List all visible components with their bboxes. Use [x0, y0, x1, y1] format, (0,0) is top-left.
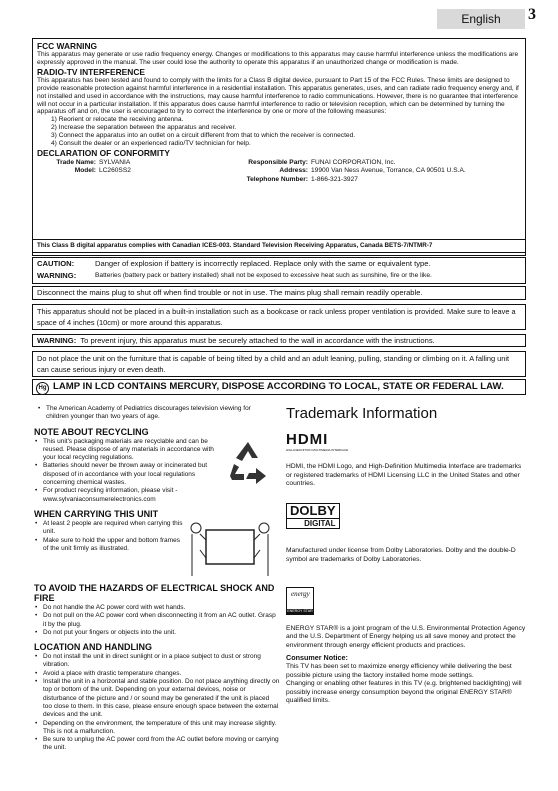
battery-warning-text: Batteries (battery pack or battery installed) shall not be exposed to excessive heat such as sunshine, fire or the like.	[95, 272, 432, 279]
resp-party: FUNAI CORPORATION, Inc.	[311, 158, 396, 166]
resp-label: Responsible Party:	[248, 158, 308, 166]
left-column	[34, 405, 280, 753]
doc-grid	[37, 159, 521, 185]
recycling-title: NOTE ABOUT RECYCLING	[34, 426, 149, 437]
dolby-logo-text: DOLBY	[290, 502, 336, 518]
right-column	[286, 405, 526, 706]
address: 19900 Van Ness Avenue, Torrance, CA 90501 U.S.A.	[311, 167, 466, 175]
list-item: • Make sure to hold the upper and bottom frames of the unit firmly as illustrated.	[34, 537, 184, 554]
mercury-icon: Hg	[36, 382, 49, 395]
list-item: • Depending on the environment, the temperature of this unit may increase slightly. This is not a malfunction.	[34, 720, 280, 737]
radio-text: This apparatus has been tested and found to comply with the limits for a Class B digital device, pursuant to Part 15 of the FCC Rules. These limits are designed to provide reasonable protection against harmful interference in a residential installation. This apparatus generates, uses, and can radiate radio frequency energy and, if not installed and used in accordance with the instructions, may cause harmful interference to radio communications. However, there is no guarantee that interference will not occur in a particular installation. If this apparatus does cause harmful interference to radio or television reception, which can be determined by turning the apparatus off and on, the user is encouraged to try to correct the interference by one or more of the following measures:	[37, 76, 519, 116]
trade-name: SYLVANIA	[99, 158, 131, 166]
list-item: • At least 2 people are required when carrying this unit.	[34, 520, 184, 537]
address-label: Address:	[279, 167, 308, 175]
list-item: • Batteries should never be thrown away or incinerated but disposed of in accordance with your local regulations concerning chemical wastes.	[34, 462, 222, 487]
canada-box: This Class B digital apparatus complies with Canadian ICES-003. Standard Television Receiving Apparatus, Canada BETS-7/NTMR-7	[32, 239, 526, 253]
wall-warning-box	[32, 334, 526, 347]
phone: 1-866-321-3927	[311, 175, 358, 183]
list-item: • Do not put your fingers or objects into the unit.	[34, 629, 280, 637]
dolby-text: Manufactured under license from Dolby Laboratories. Dolby and the double-D symbol are trademarks of Dolby Laboratories.	[286, 547, 516, 563]
caution-box	[32, 257, 526, 284]
list-item: • Be sure to unplug the AC power cord from the AC outlet before moving or carrying the unit.	[34, 736, 280, 753]
tilt-box: Do not place the unit on the furniture that is capable of being tilted by a child and an adult leaning, pulling, standing or climbing on it. A falling unit can cause serious injury or even death.	[32, 351, 526, 377]
hdmi-logo-subtitle: HIGH-DEFINITION MULTIMEDIA INTERFACE	[286, 448, 349, 452]
phone-label: Telephone Number:	[246, 175, 308, 183]
wall-warning-label: WARNING:	[37, 336, 77, 345]
model-label: Model:	[74, 167, 96, 175]
page-number: 3	[528, 6, 536, 23]
hazard-title: TO AVOID THE HAZARDS OF ELECTRICAL SHOCK AND FIRE	[34, 582, 275, 603]
caution-text: Danger of explosion if battery is incorrectly replaced. Replace only with the same or equivalent type.	[95, 259, 431, 268]
carry-title: WHEN CARRYING THIS UNIT	[34, 508, 159, 519]
fcc-warning-text: This apparatus may generate or use radio frequency energy. Changes or modifications to this apparatus may cause harmful interference unless the modifications are expressly approved in the manual. The user could lose the authority to operate this apparatus if an unauthorized change or modification is made.	[37, 51, 519, 66]
dolby-logo-sub: DIGITAL	[287, 518, 339, 528]
consumer-notice-text-1: This TV has been set to maximize energy efficiency while delivering the best possible picture using the factory installed home mode settings.	[286, 662, 512, 679]
list-item: • Do not pull on the AC power cord when disconnecting it from an AC outlet. Grasp it by the plug.	[34, 612, 280, 629]
ventilation-box: This apparatus should not be placed in a built-in installation such as a bookcase or rack unless proper ventilation is provided. Make sure to leave a space of 4 inches (10cm) or more around this apparatus.	[32, 304, 526, 330]
list-item: • Install the unit in a horizontal and stable position. Do not place anything directly on top or bottom of the unit. Depending on your external devices, noise or disturbance of the picture and / or sound may be generated if the unit is placed too close to them. In this case, please ensure enough space between the external devices and the unit.	[34, 678, 280, 719]
list-item: • For product recycling information, please visit - www.sylvaniaconsumerelectronics.com	[34, 487, 222, 504]
fcc-box	[32, 38, 526, 256]
dolby-logo-icon	[286, 503, 340, 529]
measure-item: 2) Increase the separation between the apparatus and receiver.	[51, 124, 237, 132]
measures-list	[51, 116, 521, 148]
consumer-notice-title: Consumer Notice:	[286, 653, 348, 663]
wall-warning-text: To prevent injury, this apparatus must be securely attached to the wall in accordance with the instructions.	[80, 336, 435, 345]
list-item: • This unit's packaging materials are recyclable and can be reused. Please dispose of any materials in accordance with your local recycling regulations.	[34, 438, 222, 463]
language-tab: English	[437, 9, 525, 29]
doc-title: DECLARATION OF CONFORMITY	[37, 147, 170, 158]
energy-star-logo-icon: energy ENERGY STAR	[286, 587, 314, 615]
fcc-warning-title: FCC WARNING	[37, 41, 98, 51]
energy-star-text: ENERGY STAR® is a joint program of the U.S. Environmental Protection Agency and the U.S. Department of Energy helping us all save money and protect the environment through energy efficient products and practices.	[286, 624, 526, 649]
consumer-notice-text-2: Changing or enabling other features in this TV (e.g. brightened backlighting) will possibly increase energy consumption beyond the original ENERGY STAR® qualified limits.	[286, 680, 522, 705]
mercury-text: LAMP IN LCD CONTAINS MERCURY, DISPOSE ACCORDING TO LOCAL, STATE OR FEDERAL LAW.	[53, 381, 504, 392]
location-title: LOCATION AND HANDLING	[34, 642, 152, 653]
battery-warning-label: WARNING:	[37, 271, 77, 280]
trade-name-label: Trade Name:	[56, 158, 96, 166]
disconnect-box: Disconnect the mains plug to shut off when find trouble or not in use. The mains plug shall remain readily operable.	[32, 286, 526, 300]
aap-note: • The American Academy of Pediatrics discourages television viewing for children younger than two years of age.	[37, 405, 256, 422]
list-item: • Do not handle the AC power cord with wet hands.	[34, 604, 280, 612]
measure-item: 4) Consult the dealer or an experienced radio/TV technician for help.	[51, 140, 251, 148]
hdmi-text: HDMI, the HDMI Logo, and High-Definition Multimedia Interface are trademarks or registered trademarks of HDMI Licensing LLC in the United States and other countries.	[286, 463, 522, 488]
trademark-title: Trademark Information	[286, 405, 438, 422]
caution-label: CAUTION:	[37, 259, 75, 268]
list-item: • Avoid a place with drastic temperature changes.	[34, 670, 280, 678]
measure-item: 3) Connect the apparatus into an outlet on a circuit different from that to which the receiver is connected.	[51, 132, 356, 140]
radio-title: RADIO-TV INTERFERENCE	[37, 66, 145, 77]
carrying-illustration-icon	[184, 520, 274, 578]
mercury-box	[32, 379, 526, 395]
measure-item: 1) Reorient or relocate the receiving antenna.	[51, 116, 184, 124]
list-item: • Do not install the unit in direct sunlight or in a place subject to dust or strong vibration.	[34, 653, 280, 670]
recycle-icon	[222, 438, 274, 488]
energy-star-logo-label: ENERGY STAR	[287, 608, 313, 613]
hdmi-logo-icon: HDMI	[286, 431, 329, 448]
model: LC260SS2	[99, 167, 131, 175]
